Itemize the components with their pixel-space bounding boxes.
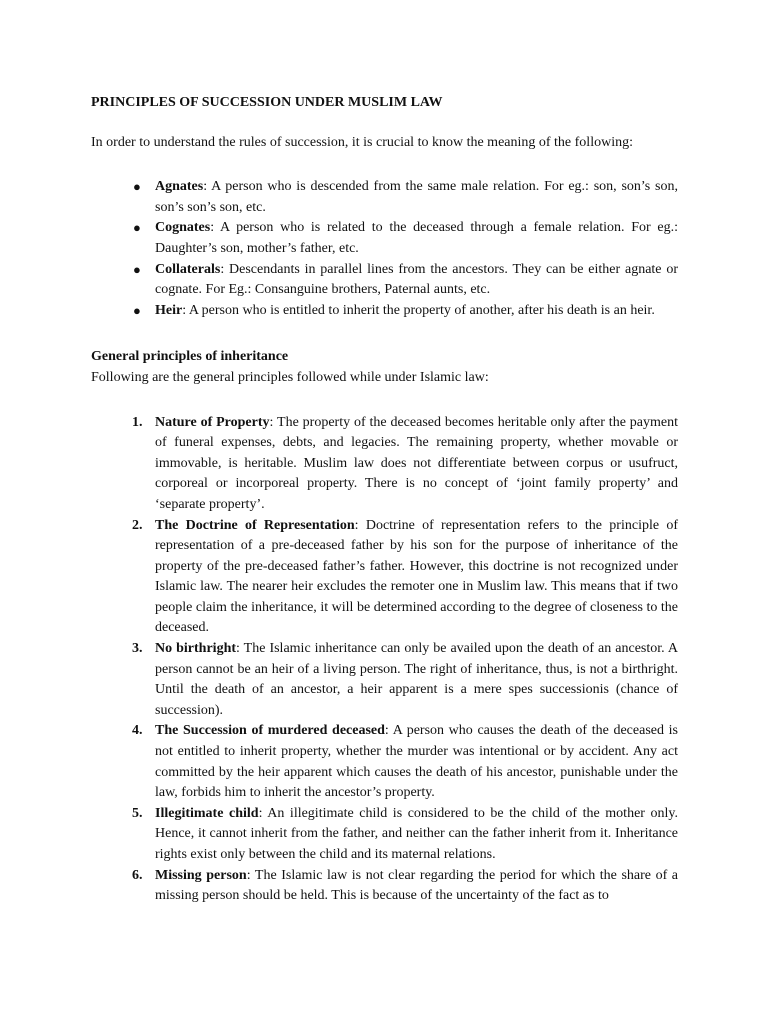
list-number: 6. bbox=[132, 867, 143, 883]
list-number: 5. bbox=[132, 805, 143, 821]
principle-text: : A person who causes the death of the deceased is not entitled to inherit property, whether the murder was intentional or by accident. Any act committed by the heir apparent which causes the death of his ancestor, punishable under the law, forbids him to inherit the ancestor’s property. bbox=[155, 723, 678, 801]
list-item bbox=[91, 301, 678, 322]
intro-paragraph: In order to understand the rules of succession, it is crucial to know the meaning of the following: bbox=[91, 134, 633, 150]
list-number: 2. bbox=[132, 517, 143, 533]
definition-text: : A person who is descended from the same male relation. For eg.: son, son’s son, son’s son’s son, etc. bbox=[155, 179, 678, 215]
principle-term: The Doctrine of Representation bbox=[155, 517, 355, 533]
definition-term: Collaterals bbox=[155, 261, 221, 277]
principle-term: Illegitimate child bbox=[155, 805, 259, 821]
definition-text: : Descendants in parallel lines from the ancestors. They can be either agnate or cognate. For Eg.: Consanguine brothers, Paternal aunts, etc. bbox=[155, 261, 678, 298]
document-title: PRINCIPLES OF SUCCESSION UNDER MUSLIM LAW bbox=[91, 95, 443, 110]
list-number: 4. bbox=[132, 723, 143, 739]
definition-term: Agnates bbox=[155, 179, 204, 195]
list-item bbox=[91, 639, 678, 721]
document-body bbox=[91, 93, 678, 907]
section-heading: General principles of inheritance bbox=[91, 349, 289, 365]
bullet-icon: ● bbox=[133, 220, 141, 236]
principle-text: : Doctrine of representation refers to the principle of representation of a pre-deceased father by his son for the purpose of inheritance of the property of the pre-deceased father’s father. However, this doctrine is not recognized under Islamic law. The nearer heir excludes the remoter one in Muslim law. This means that if two people claim the inheritance, it will be determined according to the degree of closeness to the deceased. bbox=[155, 517, 679, 636]
list-item bbox=[91, 866, 678, 907]
bullet-icon: ● bbox=[133, 261, 141, 277]
list-item bbox=[91, 177, 678, 218]
list-item bbox=[91, 721, 678, 803]
principle-term: No birthright bbox=[155, 641, 237, 657]
principle-term: Missing person bbox=[155, 867, 247, 883]
list-number: 3. bbox=[132, 641, 143, 657]
principle-text: : The Islamic law is not clear regarding the period for which the share of a missing person should be held. This is because of the uncertainty of the fact as to bbox=[155, 867, 679, 904]
list-number: 1. bbox=[132, 414, 143, 430]
definition-text: : A person who is entitled to inherit the property of another, after his death is an heir. bbox=[182, 302, 655, 318]
section-intro: Following are the general principles followed while under Islamic law: bbox=[91, 369, 489, 385]
bullet-icon: ● bbox=[133, 179, 141, 195]
list-item bbox=[91, 516, 678, 640]
bullet-icon: ● bbox=[133, 302, 141, 318]
definitions-list bbox=[91, 177, 678, 321]
list-item bbox=[91, 260, 678, 301]
list-item bbox=[91, 218, 678, 259]
definition-term: Heir bbox=[155, 302, 183, 318]
list-item bbox=[91, 413, 678, 516]
principle-text: : An illegitimate child is considered to be the child of the mother only. Hence, it cannot inherit from the father, and neither can the father inherit from it. Inheritance rights exist only between the child and its maternal relations. bbox=[155, 805, 678, 862]
definition-text: : A person who is related to the deceased through a female relation. For eg.: Daughter’s son, mother’s father, etc. bbox=[155, 220, 678, 256]
principles-list bbox=[91, 413, 678, 907]
principle-term: The Succession of murdered deceased bbox=[155, 723, 385, 739]
principle-term: Nature of Property bbox=[155, 414, 270, 430]
principle-text: : The property of the deceased becomes heritable only after the payment of funeral expenses, debts, and legacies. The remaining property, whether movable or immovable, is heritable. Muslim law does not differentiate between corpus or usufruct, corporeal or incorporeal property. There is no concept of ‘joint family property’ and ‘separate property’. bbox=[155, 414, 678, 512]
definition-term: Cognates bbox=[155, 220, 211, 236]
principle-text: : The Islamic inheritance can only be availed upon the death of an ancestor. A person cannot be an heir of a living person. The right of inheritance, thus, is not a birthright. Until the death of an ancestor, a heir apparent is a mere spes successionis (chance of succession). bbox=[155, 641, 678, 718]
list-item bbox=[91, 804, 678, 866]
